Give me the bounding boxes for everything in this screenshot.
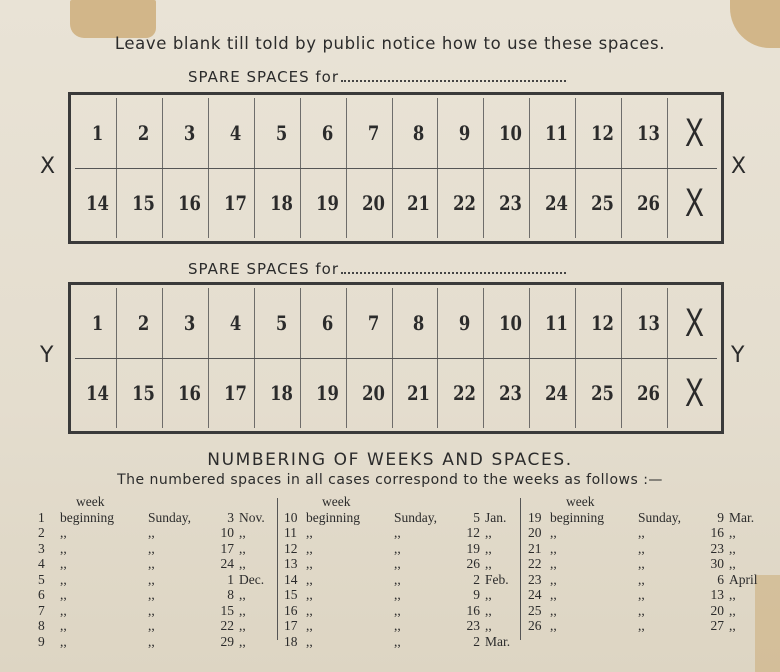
blank-dotted-line xyxy=(341,260,566,274)
month-text: Nov. xyxy=(239,509,265,525)
week-number: 12 xyxy=(284,540,298,556)
date-number: 16 xyxy=(466,602,480,618)
week-row xyxy=(38,572,265,588)
space-cell: 22 xyxy=(447,168,485,238)
beginning-text: beginning xyxy=(306,509,360,525)
day-text: ,, xyxy=(638,571,645,587)
beginning-text: ,, xyxy=(60,633,67,649)
day-text: ,, xyxy=(394,633,401,649)
day-text: ,, xyxy=(394,556,401,571)
week-row xyxy=(528,525,758,541)
week-row xyxy=(528,618,758,634)
month-text: Mar. xyxy=(729,509,755,525)
space-cell: 3 xyxy=(171,288,209,358)
space-cell: 18 xyxy=(263,168,301,238)
day-text: ,, xyxy=(638,525,645,540)
side-label-left-y: Y xyxy=(40,343,54,368)
grid-row-bottom xyxy=(75,358,717,428)
beginning-text: ,, xyxy=(60,571,67,587)
week-number: 8 xyxy=(38,618,45,633)
space-cell: 13 xyxy=(630,288,668,358)
week-number: 23 xyxy=(528,571,542,587)
space-cell: 12 xyxy=(584,288,622,358)
week-row xyxy=(528,541,758,557)
day-text: ,, xyxy=(394,525,401,540)
numbering-title: NUMBERING OF WEEKS AND SPACES. xyxy=(207,450,573,470)
spare-spaces-grid-x xyxy=(68,92,724,244)
week-number: 22 xyxy=(528,556,542,571)
day-text: ,, xyxy=(638,540,645,556)
beginning-text: ,, xyxy=(550,571,557,587)
space-cell: 23 xyxy=(492,358,530,428)
week-number: 18 xyxy=(284,633,298,649)
day-text: Sunday, xyxy=(394,509,437,525)
date-number: 13 xyxy=(710,587,724,602)
day-text: ,, xyxy=(638,618,645,633)
space-cell: 15 xyxy=(125,168,163,238)
spare-label-text: SPARE SPACES for xyxy=(188,260,340,278)
month-text: ,, xyxy=(729,602,736,618)
space-cell: 10 xyxy=(492,288,530,358)
beginning-text: ,, xyxy=(60,618,67,633)
beginning-text: ,, xyxy=(306,602,313,618)
space-cell: 13 xyxy=(630,98,668,168)
week-number: 7 xyxy=(38,602,45,618)
side-label-left-x: X xyxy=(40,154,56,179)
week-number: 1 xyxy=(38,509,45,525)
month-text: ,, xyxy=(239,556,246,571)
date-number: 2 xyxy=(473,571,480,587)
beginning-text: ,, xyxy=(306,556,313,571)
space-cell: 19 xyxy=(309,358,347,428)
beginning-text: ,, xyxy=(306,618,313,633)
grid-row-top xyxy=(75,288,717,359)
spare-label-text: SPARE SPACES for xyxy=(188,68,340,86)
date-number: 10 xyxy=(220,525,234,540)
space-cell: 8 xyxy=(401,98,439,168)
grid-row-top xyxy=(75,98,717,169)
spare-spaces-grid-y xyxy=(68,282,724,434)
week-number: 15 xyxy=(284,587,298,602)
space-cell: 11 xyxy=(538,98,576,168)
week-row xyxy=(528,572,758,588)
space-cell: 7 xyxy=(355,98,393,168)
space-cell: 9 xyxy=(447,98,485,168)
week-number: 5 xyxy=(38,571,45,587)
day-text: ,, xyxy=(148,633,155,649)
column-divider xyxy=(277,498,278,640)
space-cell: 24 xyxy=(538,168,576,238)
week-number: 16 xyxy=(284,602,298,618)
crossed-space: X xyxy=(685,370,704,415)
month-text: ,, xyxy=(729,556,736,571)
space-cell: 14 xyxy=(79,358,117,428)
day-text: ,, xyxy=(148,571,155,587)
beginning-text: ,, xyxy=(306,587,313,602)
month-text: ,, xyxy=(729,540,736,556)
space-cell: 15 xyxy=(125,358,163,428)
week-word: week xyxy=(76,494,105,509)
week-number: 20 xyxy=(528,525,542,540)
space-cell: 5 xyxy=(263,288,301,358)
space-cell: 5 xyxy=(263,98,301,168)
month-text: ,, xyxy=(239,602,246,618)
week-word: week xyxy=(322,494,351,509)
week-number: 14 xyxy=(284,571,298,587)
space-cell: 22 xyxy=(447,358,485,428)
week-number: 6 xyxy=(38,587,45,602)
month-text: ,, xyxy=(485,525,492,540)
week-number: 13 xyxy=(284,556,298,571)
beginning-text: beginning xyxy=(60,509,114,525)
date-number: 27 xyxy=(710,618,724,633)
month-text: Jan. xyxy=(485,509,507,525)
space-cell: 11 xyxy=(538,288,576,358)
space-cell: 12 xyxy=(584,98,622,168)
beginning-text: ,, xyxy=(306,540,313,556)
spare-spaces-label-2 xyxy=(188,260,566,278)
space-cell: 25 xyxy=(584,358,622,428)
numbering-subtitle: The numbered spaces in all cases correspond to the weeks as follows :— xyxy=(117,472,663,488)
day-text: ,, xyxy=(394,618,401,633)
crossed-space: X xyxy=(685,110,704,155)
crossed-space: X xyxy=(685,300,704,345)
day-text: ,, xyxy=(394,540,401,556)
space-cell: 10 xyxy=(492,98,530,168)
space-cell: 18 xyxy=(263,358,301,428)
space-cell: 4 xyxy=(217,288,255,358)
month-text: ,, xyxy=(239,540,246,556)
space-cell: 23 xyxy=(492,168,530,238)
public-notice: Leave blank till told by public notice how to use these spaces. xyxy=(114,34,666,53)
space-cell: 17 xyxy=(217,168,255,238)
week-row xyxy=(38,618,265,634)
space-cell: 16 xyxy=(171,358,209,428)
month-text: ,, xyxy=(485,602,492,618)
day-text: ,, xyxy=(148,540,155,556)
day-text: Sunday, xyxy=(148,509,191,525)
month-text: Feb. xyxy=(485,571,509,587)
weeks-column-1 xyxy=(38,494,265,649)
beginning-text: ,, xyxy=(550,602,557,618)
crossed-space: X xyxy=(685,180,704,225)
date-number: 22 xyxy=(220,618,234,633)
month-text: ,, xyxy=(239,587,246,602)
week-row xyxy=(38,587,265,603)
date-number: 23 xyxy=(466,618,480,633)
week-row xyxy=(284,541,510,557)
week-row xyxy=(38,603,265,619)
paper-stain-top-left xyxy=(70,0,156,38)
space-cell: 25 xyxy=(584,168,622,238)
spare-spaces-label-1 xyxy=(188,68,566,86)
week-row xyxy=(38,541,265,557)
day-text: ,, xyxy=(638,602,645,618)
space-cell: 20 xyxy=(355,168,393,238)
space-cell: 16 xyxy=(171,168,209,238)
month-text: ,, xyxy=(239,618,246,633)
day-text: Sunday, xyxy=(638,509,681,525)
week-number: 26 xyxy=(528,618,542,633)
paper-stain-bottom-right xyxy=(755,575,780,672)
space-cell: 21 xyxy=(401,168,439,238)
space-cell: 2 xyxy=(125,288,163,358)
week-row xyxy=(528,510,758,526)
week-number: 9 xyxy=(38,633,45,649)
date-number: 8 xyxy=(227,587,234,602)
month-text: ,, xyxy=(485,556,492,571)
space-cell: 6 xyxy=(309,98,347,168)
week-row xyxy=(284,618,510,634)
month-text: ,, xyxy=(485,587,492,602)
day-text: ,, xyxy=(394,587,401,602)
month-text: ,, xyxy=(729,525,736,540)
space-cell: 7 xyxy=(355,288,393,358)
blank-dotted-line xyxy=(341,68,566,82)
month-text: ,, xyxy=(485,618,492,633)
beginning-text: ,, xyxy=(306,525,313,540)
date-number: 24 xyxy=(220,556,234,571)
space-cell: 20 xyxy=(355,358,393,428)
day-text: ,, xyxy=(148,602,155,618)
month-text: April xyxy=(729,571,758,587)
beginning-text: ,, xyxy=(60,540,67,556)
day-text: ,, xyxy=(148,618,155,633)
month-text: ,, xyxy=(729,618,736,633)
day-text: ,, xyxy=(148,525,155,540)
beginning-text: ,, xyxy=(60,525,67,540)
week-row xyxy=(38,634,265,650)
date-number: 29 xyxy=(220,633,234,649)
day-text: ,, xyxy=(394,571,401,587)
date-number: 2 xyxy=(473,633,480,649)
week-number: 19 xyxy=(528,509,542,525)
week-number: 21 xyxy=(528,540,542,556)
beginning-text: ,, xyxy=(306,633,313,649)
week-number: 4 xyxy=(38,556,45,571)
space-cell: 3 xyxy=(171,98,209,168)
beginning-text: beginning xyxy=(550,509,604,525)
space-cell: 1 xyxy=(79,288,117,358)
weeks-column-3 xyxy=(528,494,758,634)
week-row xyxy=(38,556,265,572)
space-cell: 26 xyxy=(630,358,668,428)
month-text: ,, xyxy=(485,540,492,556)
day-text: ,, xyxy=(148,587,155,602)
week-row xyxy=(528,556,758,572)
side-label-right-x: X xyxy=(731,154,747,179)
month-text: ,, xyxy=(239,633,246,649)
date-number: 12 xyxy=(466,525,480,540)
week-number: 3 xyxy=(38,540,45,556)
month-text: ,, xyxy=(729,587,736,602)
space-cell: 14 xyxy=(79,168,117,238)
date-number: 9 xyxy=(717,509,724,525)
week-row xyxy=(528,603,758,619)
week-row xyxy=(284,587,510,603)
month-text: Mar. xyxy=(485,633,511,649)
week-number: 10 xyxy=(284,509,298,525)
week-row xyxy=(38,525,265,541)
space-cell: 1 xyxy=(79,98,117,168)
grid-row-bottom xyxy=(75,168,717,238)
beginning-text: ,, xyxy=(550,556,557,571)
week-row xyxy=(284,510,510,526)
beginning-text: ,, xyxy=(550,540,557,556)
week-row xyxy=(284,572,510,588)
date-number: 15 xyxy=(220,602,234,618)
week-row xyxy=(284,634,510,650)
day-text: ,, xyxy=(638,587,645,602)
week-row xyxy=(38,510,265,526)
side-label-right-y: Y xyxy=(731,343,745,368)
space-cell: 2 xyxy=(125,98,163,168)
week-number: 24 xyxy=(528,587,542,602)
beginning-text: ,, xyxy=(550,618,557,633)
space-cell: 6 xyxy=(309,288,347,358)
beginning-text: ,, xyxy=(306,571,313,587)
week-number: 17 xyxy=(284,618,298,633)
month-text: ,, xyxy=(239,525,246,540)
week-number: 2 xyxy=(38,525,45,540)
beginning-text: ,, xyxy=(550,587,557,602)
week-row xyxy=(284,556,510,572)
space-cell: 9 xyxy=(447,288,485,358)
space-cell: 26 xyxy=(630,168,668,238)
space-cell: 17 xyxy=(217,358,255,428)
space-cell: 8 xyxy=(401,288,439,358)
week-word: week xyxy=(566,494,595,509)
date-number: 9 xyxy=(473,587,480,602)
day-text: ,, xyxy=(638,556,645,571)
date-number: 5 xyxy=(473,509,480,525)
beginning-text: ,, xyxy=(60,556,67,571)
column-divider xyxy=(520,498,521,640)
weeks-column-2 xyxy=(284,494,510,649)
beginning-text: ,, xyxy=(60,587,67,602)
date-number: 23 xyxy=(710,540,724,556)
space-cell: 19 xyxy=(309,168,347,238)
date-number: 17 xyxy=(220,540,234,556)
date-number: 6 xyxy=(717,571,724,587)
date-number: 26 xyxy=(466,556,480,571)
week-row xyxy=(284,525,510,541)
week-row xyxy=(528,587,758,603)
date-number: 1 xyxy=(227,571,234,587)
date-number: 19 xyxy=(466,540,480,556)
space-cell: 24 xyxy=(538,358,576,428)
date-number: 16 xyxy=(710,525,724,540)
date-number: 3 xyxy=(227,509,234,525)
date-number: 20 xyxy=(710,602,724,618)
week-row xyxy=(284,603,510,619)
week-number: 25 xyxy=(528,602,542,618)
day-text: ,, xyxy=(394,602,401,618)
day-text: ,, xyxy=(148,556,155,571)
beginning-text: ,, xyxy=(60,602,67,618)
space-cell: 21 xyxy=(401,358,439,428)
month-text: Dec. xyxy=(239,571,265,587)
week-number: 11 xyxy=(284,525,297,540)
beginning-text: ,, xyxy=(550,525,557,540)
date-number: 30 xyxy=(710,556,724,571)
space-cell: 4 xyxy=(217,98,255,168)
